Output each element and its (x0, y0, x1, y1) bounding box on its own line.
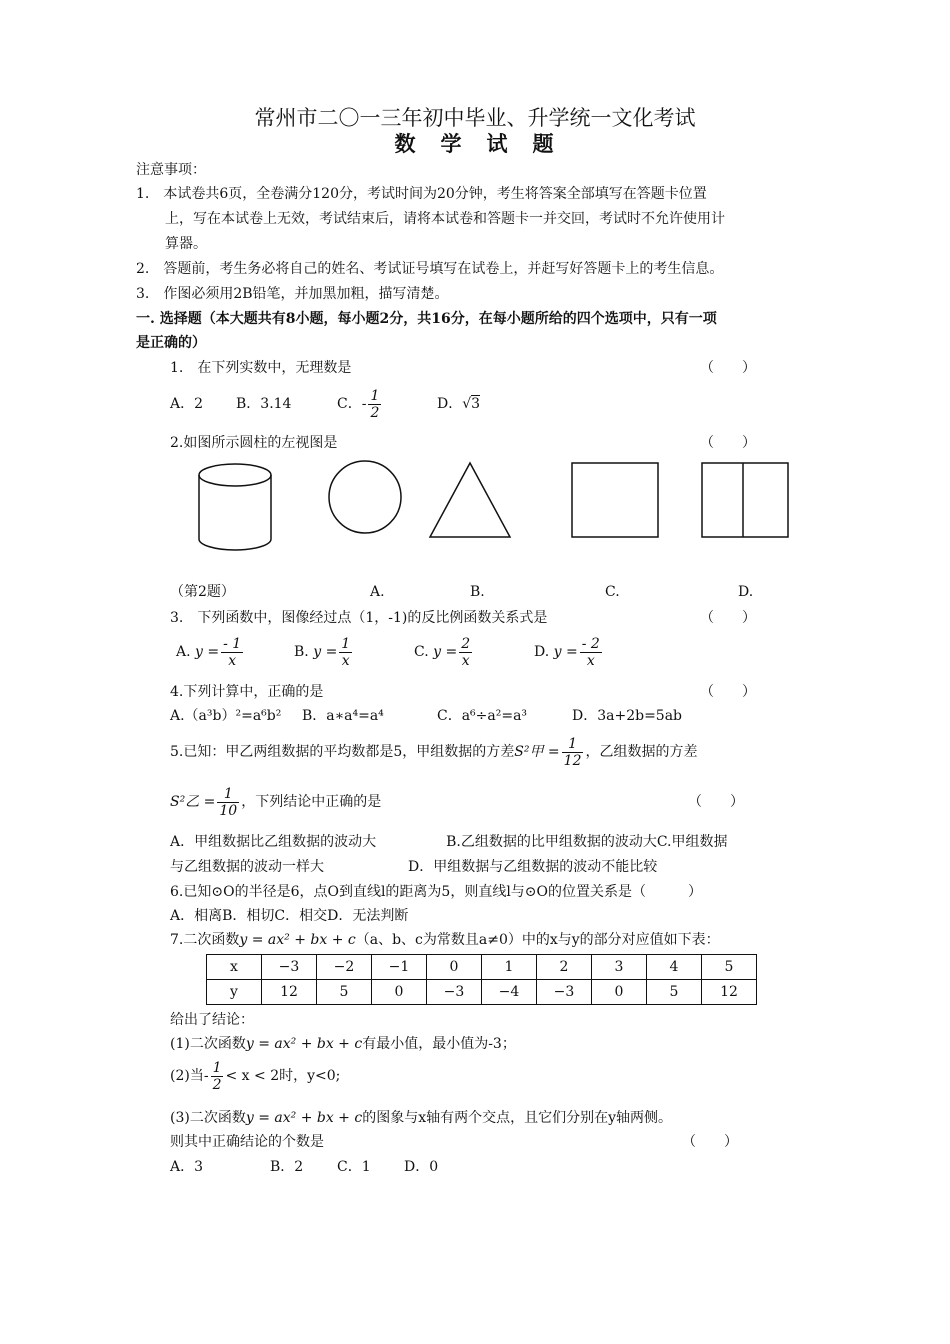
option-a-circle (329, 461, 401, 533)
x-cell: −2 (317, 955, 372, 980)
q5-stem-line-1 (170, 732, 697, 772)
q3-b-label: B. (294, 644, 309, 660)
x-cell: −3 (262, 955, 317, 980)
q7-stem (170, 930, 720, 950)
q5-yi-denominator: 10 (219, 802, 238, 819)
q5-stem-b: ，乙组数据的方差 (585, 744, 698, 760)
q1-option-a: A．2 (170, 396, 204, 412)
q2-option-d: D. (738, 584, 754, 600)
q7-conclusion-2 (170, 1056, 340, 1096)
q4-answer-bracket: （ ） (700, 684, 756, 700)
q1-c-numerator: 1 (370, 387, 380, 404)
exam-subtitle: 数 学 试 题 (394, 131, 556, 156)
cylinder-figure (199, 464, 271, 550)
x-cell: 3 (592, 955, 647, 980)
q3-c-fraction (459, 636, 472, 669)
x-cell: −1 (372, 955, 427, 980)
x-cell: 0 (427, 955, 482, 980)
note-1-line-1: 1. 本试卷共6页，全卷满分120分，考试时间为20分钟，考生将答案全部填写在答题卡位置 (136, 186, 707, 202)
y-cell: 12 (702, 980, 757, 1005)
q4-option-a: A.（a³b）²=a⁶b² (170, 708, 282, 724)
y-cell: 5 (317, 980, 372, 1005)
q5-jia-numerator: 1 (562, 736, 584, 753)
table-row (207, 955, 757, 980)
q5-options-line-2: 与乙组数据的波动一样大 D．甲组数据与乙组数据的波动不能比较 (170, 859, 658, 875)
q3-d-numerator: - 2 (581, 635, 600, 652)
q7-option-d: D．0 (404, 1159, 439, 1175)
q3-d-lhs: y = (553, 644, 578, 660)
q3-stem: 3. 下列函数中，图像经过点（1，-1)的反比例函数关系式是 (170, 610, 548, 626)
q3-a-lhs: y = (195, 644, 220, 660)
q5-stem-a: 5.已知：甲乙两组数据的平均数都是5，甲组数据的方差 (170, 744, 515, 760)
q3-a-denominator: x (228, 652, 237, 669)
q1-option-c-label: C．- (337, 396, 367, 412)
q7-c1-expression: y = ax² + bx + c (245, 1036, 363, 1052)
q3-b-numerator: 1 (341, 635, 351, 652)
q3-a-numerator: - 1 (223, 635, 242, 652)
y-cell: 12 (262, 980, 317, 1005)
y-cell: −3 (537, 980, 592, 1005)
q5-jia-fraction (562, 736, 584, 769)
q7-c2-fraction (211, 1060, 224, 1093)
x-cell: 5 (702, 955, 757, 980)
note-2: 2. 答题前，考生务必将自己的姓名、考试证号填写在试卷上，并赶写好答题卡上的考生信息。 (136, 261, 724, 277)
q3-d-fraction (580, 636, 602, 669)
q1-option-d-label: D． (437, 396, 463, 412)
q4-option-d: D．3a+2b=5ab (572, 708, 683, 724)
q1-option-b: B．3.14 (236, 396, 292, 412)
q5-s-yi: S²乙 = (170, 794, 216, 810)
y-cell: 0 (372, 980, 427, 1005)
q7-answer-bracket: （ ） (682, 1134, 738, 1150)
q3-c-numerator: 2 (461, 635, 471, 652)
q1-option-d (437, 394, 480, 414)
y-cell: −3 (427, 980, 482, 1005)
q2-figures (180, 455, 800, 555)
q7-c1-prefix: (1)二次函数 (170, 1036, 246, 1052)
q7-c2-prefix: (2)当- (170, 1068, 209, 1084)
q7-option-c: C．1 (337, 1159, 371, 1175)
q3-option-b (294, 632, 354, 672)
note-1-line-3: 算器。 (165, 236, 207, 252)
y-header-cell: y (207, 980, 262, 1005)
table-row (207, 980, 757, 1005)
x-cell: 1 (482, 955, 537, 980)
x-cell: 4 (647, 955, 702, 980)
q2-option-a: A. (370, 584, 385, 600)
note-3: 3. 作图必须用2B铅笔，并加黑加粗，描写清楚。 (136, 286, 449, 302)
q7-c1-suffix: 有最小值，最小值为-3； (362, 1036, 516, 1052)
q7-given: 给出了结论： (170, 1012, 254, 1028)
q3-b-fraction (339, 636, 352, 669)
q1-option-c (337, 384, 383, 424)
option-b-triangle (430, 463, 510, 537)
y-cell: 0 (592, 980, 647, 1005)
q1-d-radicand: 3 (471, 396, 481, 412)
sqrt-icon: √ (462, 396, 472, 412)
q7-expression: y = ax² + bx + c (239, 932, 356, 948)
x-header-cell: x (207, 955, 262, 980)
q3-c-label: C. (414, 644, 429, 660)
q4-option-c: C．a⁶÷a²=a³ (437, 708, 528, 724)
q7-option-a: A．3 (170, 1159, 204, 1175)
q7-stem-a: 7.二次函数 (170, 932, 240, 948)
q3-option-a (176, 632, 245, 672)
q5-stem-line-2 (170, 782, 381, 822)
q3-answer-bracket: （ ） (700, 610, 756, 626)
q4-stem: 4.下列计算中，正确的是 (170, 684, 324, 700)
q3-a-fraction (221, 636, 243, 669)
q2-answer-bracket: （ ） (700, 435, 756, 451)
q4-option-b: B．a∗a⁴=a⁴ (302, 708, 384, 724)
q7-c3-prefix: (3)二次函数 (170, 1110, 246, 1126)
q3-c-denominator: x (461, 652, 470, 669)
q3-option-c (414, 632, 474, 672)
q5-yi-numerator: 1 (217, 786, 239, 803)
q7-c2-suffix: < x < 2时，y<0; (225, 1068, 341, 1084)
q7-c3-suffix: 的图象与x轴有两个交点，且它们分别在y轴两侧。 (362, 1110, 673, 1126)
q2-option-b: B. (470, 584, 485, 600)
q3-b-lhs: y = (313, 644, 338, 660)
y-cell: 5 (647, 980, 702, 1005)
notes-heading: 注意事项： (136, 162, 206, 178)
q7-conclusion-1 (170, 1034, 516, 1054)
q7-c2-denominator: 2 (212, 1076, 222, 1093)
q1-stem: 1. 在下列实数中，无理数是 (170, 360, 352, 376)
q6-stem: 6.已知⊙O的半径是6，点O到直线l的距离为5，则直线l与⊙O的位置关系是（ ） (170, 884, 703, 900)
q2-figure-caption: （第2题） (170, 584, 235, 600)
q5-s-jia: S²甲 = (514, 744, 560, 760)
q7-conclusion-3 (170, 1108, 672, 1128)
q5-stem-c: ，下列结论中正确的是 (241, 794, 382, 810)
q7-c2-numerator: 1 (212, 1059, 222, 1076)
q3-d-denominator: x (586, 652, 595, 669)
q3-option-d (534, 632, 604, 672)
exam-title: 常州市二〇一三年初中毕业、升学统一文化考试 (254, 106, 696, 130)
q5-yi-fraction (217, 786, 239, 819)
q1-answer-bracket: （ ） (700, 360, 756, 376)
q3-a-label: A. (176, 644, 191, 660)
q2-stem: 2.如图所示圆柱的左视图是 (170, 435, 338, 451)
q3-b-denominator: x (341, 652, 350, 669)
q1-c-denominator: 2 (370, 404, 380, 421)
section-heading-line-1: 一. 选择题（本大题共有8小题，每小题2分，共16分，在每小题所给的四个选项中，只有一项 (136, 311, 717, 327)
note-1-line-2: 上，写在本试卷上无效，考试结束后，请将本试卷和答题卡一并交回，考试时不允许使用计 (165, 211, 725, 227)
q6-options: A．相离B．相切C．相交D．无法判断 (170, 908, 409, 924)
q2-option-c: C. (605, 584, 620, 600)
q7-value-table (206, 954, 757, 1005)
q5-jia-denominator: 12 (563, 752, 582, 769)
q5-answer-bracket: （ ） (688, 794, 744, 810)
option-d-split-rectangle (702, 463, 788, 537)
q1-option-c-fraction (368, 388, 381, 421)
q3-d-label: D. (534, 644, 550, 660)
y-cell: −4 (482, 980, 537, 1005)
option-c-square (572, 463, 658, 537)
q7-c3-expression: y = ax² + bx + c (245, 1110, 363, 1126)
q7-stem-b: （a、b、c为常数且a≠0）中的x与y的部分对应值如下表： (355, 932, 720, 948)
q3-c-lhs: y = (433, 644, 458, 660)
q5-options-line-1: A．甲组数据比乙组数据的波动大 B.乙组数据的比甲组数据的波动大C.甲组数据 (170, 834, 728, 850)
section-heading-line-2: 是正确的） (136, 335, 206, 351)
q7-count-question: 则其中正确结论的个数是 (170, 1134, 324, 1150)
x-cell: 2 (537, 955, 592, 980)
q7-option-b: B．2 (270, 1159, 304, 1175)
